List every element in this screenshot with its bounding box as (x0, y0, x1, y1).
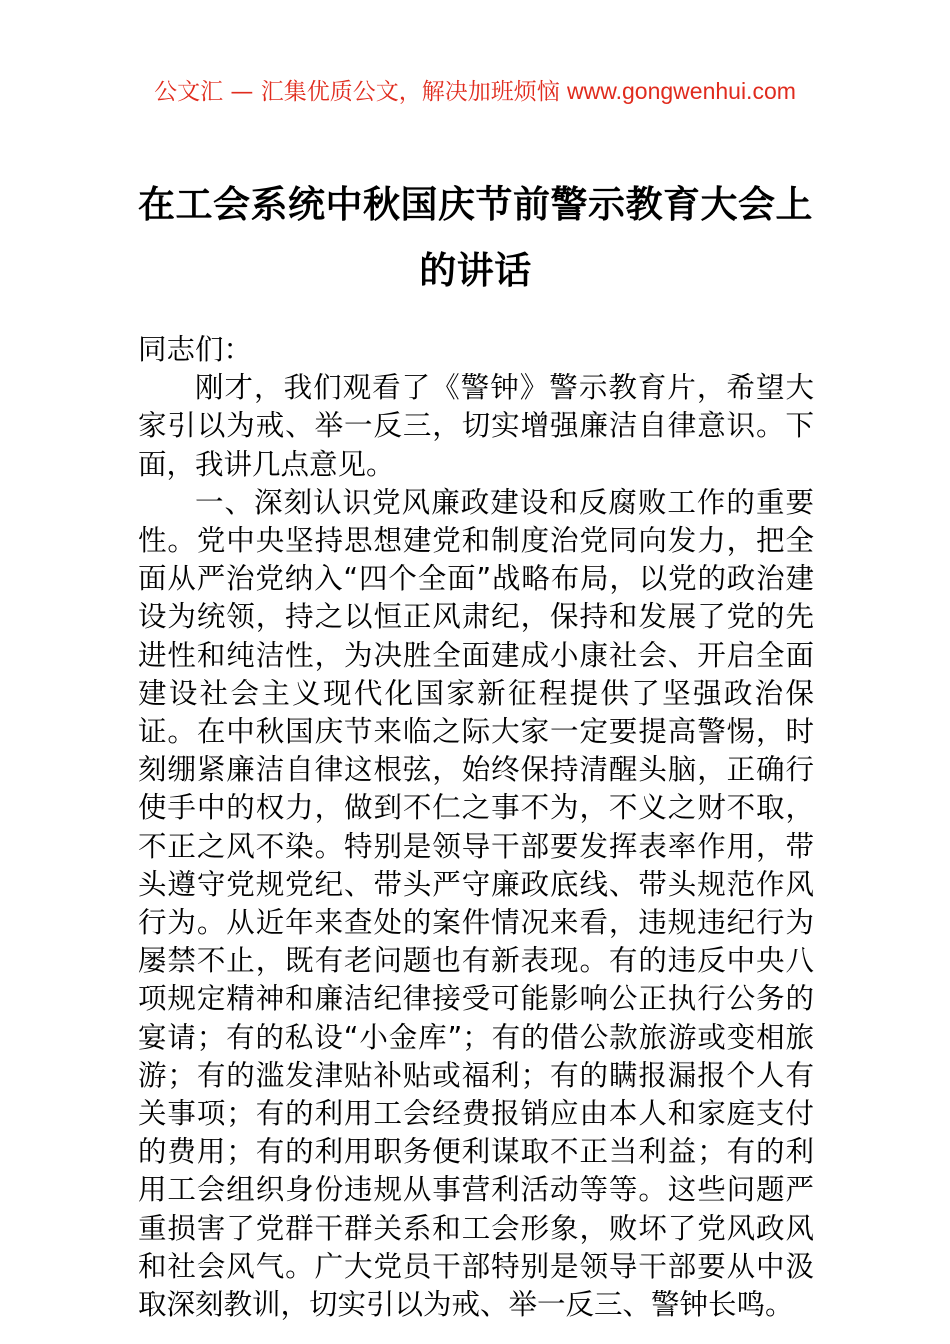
page-title: 在工会系统中秋国庆节前警示教育大会上的讲话 (138, 183, 813, 292)
document-body (138, 331, 814, 1324)
watermark-url-text: www.gongwenhui.com (567, 78, 796, 104)
salutation-line: 同志们： (138, 333, 253, 366)
site-watermark-header (0, 76, 950, 107)
body-paragraph-1: 刚才，我们观看了《警钟》警示教育片，希望大家引以为戒、举一反三，切实增强廉洁自律意识。下面，我讲几点意见。 (138, 371, 814, 481)
body-paragraph-2: 一、深刻认识党风廉政建设和反腐败工作的重要性。党中央坚持思想建党和制度治党同向发力，把全面从严治党纳入“四个全面”战略布局，以党的政治建设为统领，持之以恒正风肃纪，保持和发展了党的先进性和纯洁性，为决胜全面建成小康社会、开启全面建设社会主义现代化国家新征程提供了坚强政治保证。在中秋国庆节来临之际大家一定要提高警惕，时刻绷紧廉洁自律这根弦，始终保持清醒头脑，正确行使手中的权力，做到不仁之事不为，不义之财不取，不正之风不染。特别是领导干部要发挥表率作用，带头遵守党规党纪、带头严守廉政底线、带头规范作风行为。从近年来查处的案件情况来看，违规违纪行为屡禁不止，既有老问题也有新表现。有的违反中央八项规定精神和廉洁纪律接受可能影响公正执行公务的宴请；有的私设“小金库”；有的借公款旅游或变相旅游；有的滥发津贴补贴或福利；有的瞒报漏报个人有关事项；有的利用工会经费报销应由本人和家庭支付的费用；有的利用职务便利谋取不正当利益；有的利用工会组织身份违规从事营利活动等等。这些问题严重损害了党群干群关系和工会形象，败坏了党风政风和社会风气。广大党员干部特别是领导干部要从中汲取深刻教训，切实引以为戒、举一反三、警钟长鸣。 (138, 485, 814, 1322)
watermark-chinese-text: 公文汇 — 汇集优质公文，解决加班烦恼 (154, 79, 568, 105)
